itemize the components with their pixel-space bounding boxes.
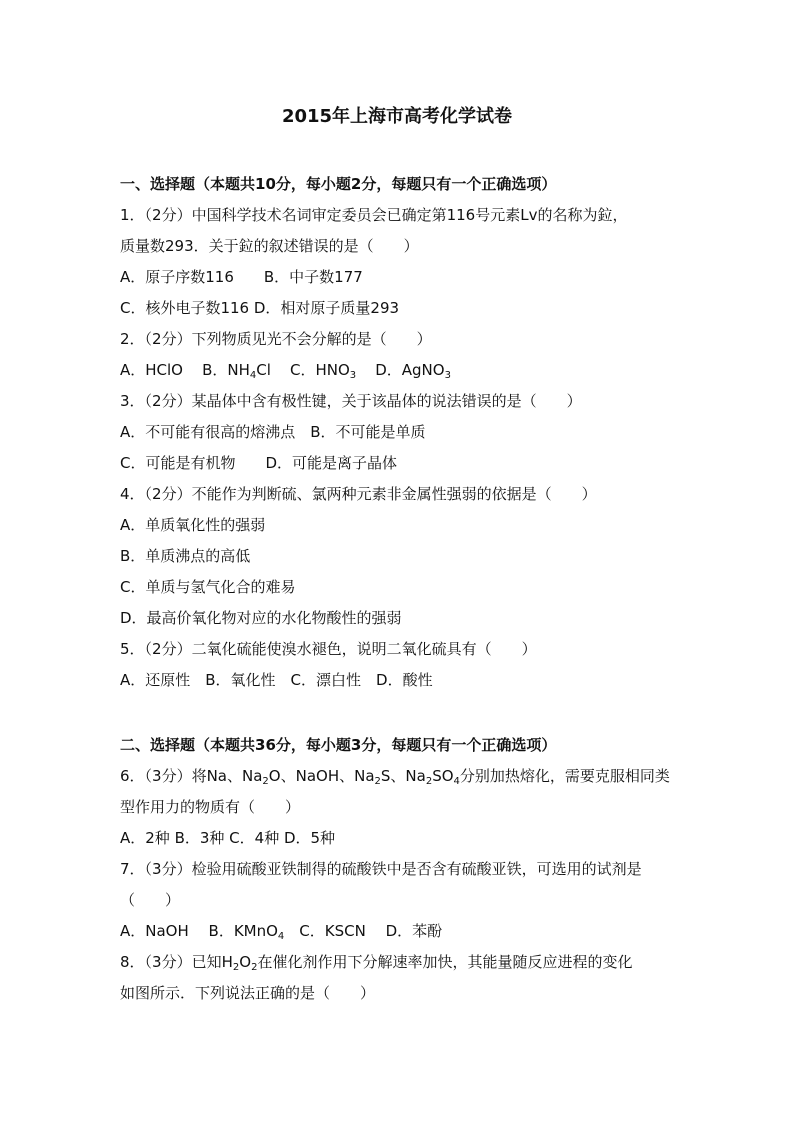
q6-text-3: S、Na: [380, 767, 426, 785]
q8-text-3: 在催化剂作用下分解速率加快，其能量随反应进程的变化: [257, 953, 633, 971]
q8-subscript-1: 2: [232, 962, 240, 973]
option-c-subscript: 3: [349, 370, 357, 381]
option-b-subscript: 4: [249, 370, 257, 381]
option-b-text-tail: Cl: [256, 361, 271, 379]
option-d-text: D．AgNO: [375, 361, 445, 379]
option-b-text: B．NH: [202, 361, 250, 379]
question-2-option-c: [290, 361, 356, 379]
q6-text-4: SO: [432, 767, 454, 785]
question-2-stem: 2．（2分）下列物质见光不会分解的是（ ）: [120, 330, 432, 348]
question-7-stem-line-1: 7．（3分）检验用硫酸亚铁制得的硫酸铁中是否含有硫酸亚铁，可选用的试剂是: [120, 860, 642, 878]
question-5-stem: 5．（2分）二氧化硫能使溴水褪色，说明二氧化硫具有（ ）: [120, 640, 537, 658]
question-8-stem-line-2: 如图所示．下列说法正确的是（ ）: [120, 984, 376, 1002]
question-4-option-d: D．最高价氧化物对应的水化物酸性的强弱: [120, 609, 402, 627]
question-4-option-c: C．单质与氢气化合的难易: [120, 578, 296, 596]
question-2-options: [120, 358, 680, 382]
q8-subscript-2: 2: [251, 962, 258, 973]
q8-text-2: O: [239, 953, 252, 971]
page-title: 2015年上海市高考化学试卷: [281, 106, 513, 127]
q6-subscript-3: 2: [425, 776, 433, 787]
question-3-options-ab: A．不可能有很高的熔沸点 B．不可能是单质: [120, 423, 426, 441]
q6-text-5: 分别加热熔化，需要克服相同类: [459, 767, 670, 785]
question-7-stem-line-2: （ ）: [120, 891, 181, 909]
question-4-option-a: A．单质氧化性的强弱: [120, 516, 266, 534]
question-3-stem: 3．（2分）某晶体中含有极性键，关于该晶体的说法错误的是（ ）: [120, 392, 582, 410]
section-2-heading: 二、选择题（本题共36分，每小题3分，每题只有一个正确选项）: [120, 736, 557, 754]
question-2-option-d: [375, 361, 451, 379]
q6-text-1: 6．（3分）将Na、Na: [120, 767, 263, 785]
question-4-stem: 4．（2分）不能作为判断硫、氯两种元素非金属性强弱的依据是（ ）: [120, 485, 597, 503]
question-6-stem-line-2: 型作用力的物质有（ ）: [120, 798, 301, 816]
question-8-stem-line-1: [120, 950, 680, 974]
option-d-subscript: 3: [444, 370, 451, 381]
question-7-options: [120, 919, 680, 943]
question-6-stem-line-1: [120, 764, 680, 788]
question-6-options: A．2种 B．3种 C．4种 D．5种: [120, 829, 336, 847]
q6-subscript-2: 2: [374, 776, 381, 787]
question-5-options: A．还原性 B．氧化性 C．漂白性 D．酸性: [120, 671, 433, 689]
section-1-heading: 一、选择题（本题共10分，每小题2分，每题只有一个正确选项）: [120, 175, 557, 193]
question-1-stem-line-1: 1．（2分）中国科学技术名词审定委员会已确定第116号元素Lv的名称为鉝，: [120, 206, 628, 224]
option-c-text: C．HNO: [289, 361, 350, 379]
question-4-option-b: B．单质沸点的高低: [120, 547, 251, 565]
q7-options-text-1: A．NaOH B．KMnO: [120, 922, 278, 940]
q6-subscript-1: 2: [262, 776, 269, 787]
question-2-option-b: [202, 361, 271, 379]
q6-subscript-4: 4: [453, 776, 460, 787]
question-2-option-a: A．HClO: [120, 361, 183, 379]
question-3-options-cd: C．可能是有机物 D．可能是离子晶体: [120, 454, 398, 472]
question-1-options-cd: C．核外电子数116 D．相对原子质量293: [120, 299, 400, 317]
question-1-options-ab: A．原子序数116 B．中子数177: [120, 268, 363, 286]
q7-subscript: 4: [277, 931, 285, 942]
q8-text-1: 8．（3分）已知H: [120, 953, 233, 971]
q7-options-text-2: C．KSCN D．苯酚: [284, 922, 443, 940]
question-1-stem-line-2: 质量数293．关于鉝的叙述错误的是（ ）: [120, 237, 419, 255]
q6-text-2: O、NaOH、Na: [268, 767, 375, 785]
